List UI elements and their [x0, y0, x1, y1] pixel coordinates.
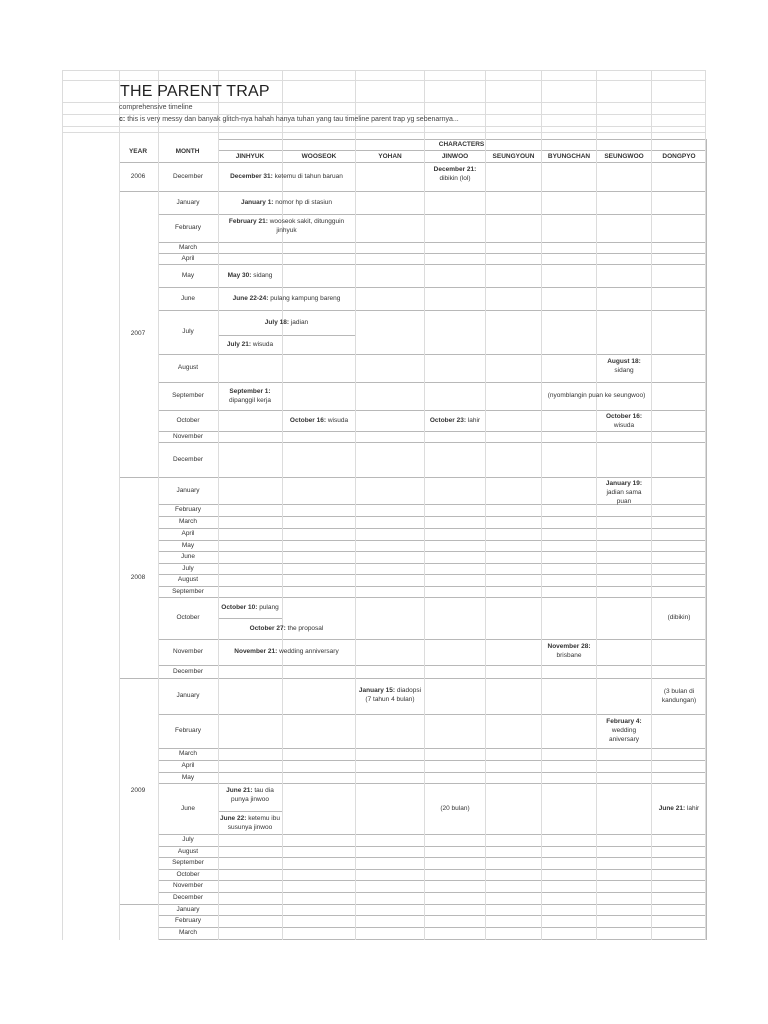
month-cell: June: [180, 553, 196, 561]
event-cell: December 31: ketemu di tahun baruan: [230, 172, 343, 180]
grid-line: [158, 540, 706, 541]
month-cell: February: [174, 917, 201, 925]
month-cell: May: [181, 773, 195, 781]
year-2009: 2009: [130, 787, 146, 795]
grid-line: [62, 70, 63, 940]
grid-line: [158, 846, 706, 847]
page-title: THE PARENT TRAP: [120, 83, 270, 100]
month-cell: November: [173, 882, 203, 890]
grid-line: [158, 574, 706, 575]
event-cell: October 16: wisuda: [605, 413, 643, 429]
month-cell: February: [174, 727, 201, 735]
year-2008: 2008: [130, 573, 146, 581]
month-cell: March: [178, 518, 198, 526]
event-cell: February 21: wooseok sakit, ditungguin jinhyuk: [228, 218, 345, 234]
event-cell: January 1: nomor hp di stasiun: [240, 198, 333, 206]
grid-line: [541, 70, 542, 940]
grid-line: [355, 70, 356, 940]
month-cell: May: [181, 541, 195, 549]
event-cell: July 21: wisuda: [226, 340, 274, 348]
month-cell: July: [182, 564, 194, 572]
month-cell: September: [172, 859, 204, 867]
event-cell: February 4: wedding aniversary: [606, 718, 642, 743]
event-cell: May 30: sidang: [227, 271, 273, 279]
grid-line: [158, 880, 706, 881]
event-cell: November 28: brisbane: [547, 643, 591, 659]
month-cell: July: [182, 836, 194, 844]
month-cell: December: [173, 455, 203, 463]
event-cell: October 23: lahir: [429, 416, 481, 424]
grid-line: [158, 431, 706, 432]
month-cell: January: [176, 486, 200, 494]
col-header-jinhyuk: JINHYUK: [235, 153, 265, 160]
month-cell: October: [176, 614, 200, 622]
grid-line: [158, 665, 706, 666]
month-cell: May: [181, 271, 195, 279]
month-cell: September: [172, 587, 204, 595]
month-cell: October: [176, 416, 200, 424]
grid-line: [158, 551, 706, 552]
grid-line: [158, 869, 706, 870]
month-cell: January: [176, 692, 200, 700]
grid-line: [158, 772, 706, 773]
col-header-yohan: YOHAN: [378, 153, 402, 160]
month-cell: July: [182, 328, 194, 336]
col-header-dongpyo: DONGPYO: [662, 153, 696, 160]
month-cell: February: [174, 224, 201, 232]
grid-line: [596, 70, 597, 940]
page-note: [119, 116, 459, 123]
month-cell: December: [173, 894, 203, 902]
grid-line: [158, 563, 706, 564]
grid-line: [706, 139, 707, 940]
event-cell: August 18: sidang: [607, 358, 641, 374]
event-cell: (nyomblangin puan ke seungwoo): [547, 392, 646, 400]
month-cell: November: [173, 432, 203, 440]
month-cell: April: [181, 762, 195, 770]
month-cell: March: [178, 750, 198, 758]
month-cell: August: [177, 576, 199, 584]
event-cell: November 21: wedding anniversary: [234, 648, 339, 656]
event-cell: December 21: dibikin (lol): [433, 166, 477, 182]
month-cell: April: [181, 530, 195, 538]
grid-line: [158, 939, 706, 940]
col-header-wooseok: WOOSEOK: [301, 153, 337, 160]
event-cell: (dibikin): [667, 614, 691, 622]
month-cell: February: [174, 506, 201, 514]
grid-line: [158, 442, 706, 443]
event-cell: June 22-24: pulang kampung bareng: [232, 294, 341, 302]
grid-line: [158, 834, 706, 835]
grid-line: [158, 586, 706, 587]
col-header-year: YEAR: [128, 147, 148, 155]
grid-line: [485, 70, 486, 940]
year-2007: 2007: [130, 330, 146, 338]
year-2006: 2006: [130, 172, 146, 180]
month-cell: June: [180, 804, 196, 812]
event-cell: September 1: dipanggil kerja: [229, 387, 271, 404]
month-cell: September: [172, 392, 204, 400]
note-prefix: c:: [119, 116, 126, 123]
event-cell: October 10: pulang: [221, 603, 279, 611]
col-header-month: MONTH: [175, 147, 200, 155]
event-cell: January 15: diadopsi (7 tahun 4 bulan): [358, 687, 422, 703]
event-cell: June 21: lahir: [658, 804, 700, 812]
month-cell: January: [176, 198, 200, 206]
grid-line: [158, 516, 706, 517]
col-header-seungwoo: SEUNGWOO: [604, 153, 644, 160]
grid-line: [158, 528, 706, 529]
col-header-jinwoo: JINWOO: [441, 153, 469, 160]
note-text: this is very messy dan banyak glitch-nya hahah hanya tuhan yang tau timeline parent trap yg sebenarnya...: [127, 116, 459, 123]
grid-line: [158, 927, 706, 928]
month-cell: December: [173, 667, 203, 675]
grid-line: [158, 748, 706, 749]
page-subtitle: comprehensive timeline: [119, 104, 193, 111]
month-cell: January: [176, 905, 200, 913]
event-cell: June 21: tau dia punya jinwoo: [226, 787, 274, 803]
event-cell: July 18: jadian: [264, 318, 309, 326]
month-cell: December: [173, 172, 203, 180]
event-cell: (20 bulan): [440, 804, 470, 812]
month-cell: June: [180, 294, 196, 302]
event-cell: June 22: ketemu ibu susunya jinwoo: [220, 815, 280, 831]
event-cell: October 16: wisuda: [289, 416, 349, 424]
col-header-byungchan: BYUNGCHAN: [547, 153, 591, 160]
grid-line: [158, 760, 706, 761]
month-cell: November: [173, 648, 203, 656]
grid-line: [158, 253, 706, 254]
month-cell: October: [176, 870, 200, 878]
col-header-seungyoun: SEUNGYOUN: [492, 153, 535, 160]
grid-line: [158, 857, 706, 858]
event-cell: October 27: the proposal: [249, 624, 324, 632]
month-cell: March: [178, 243, 198, 251]
event-cell: January 19: jadian sama puan: [605, 480, 643, 505]
month-cell: April: [181, 254, 195, 262]
col-header-characters: CHARACTERS: [438, 141, 485, 148]
month-cell: March: [178, 929, 198, 937]
month-cell: August: [177, 364, 199, 372]
grid-line: [158, 915, 706, 916]
month-cell: August: [177, 847, 199, 855]
event-cell: (3 bulan di kandungan): [661, 687, 697, 704]
grid-line: [158, 892, 706, 893]
grid-line: [158, 242, 706, 243]
